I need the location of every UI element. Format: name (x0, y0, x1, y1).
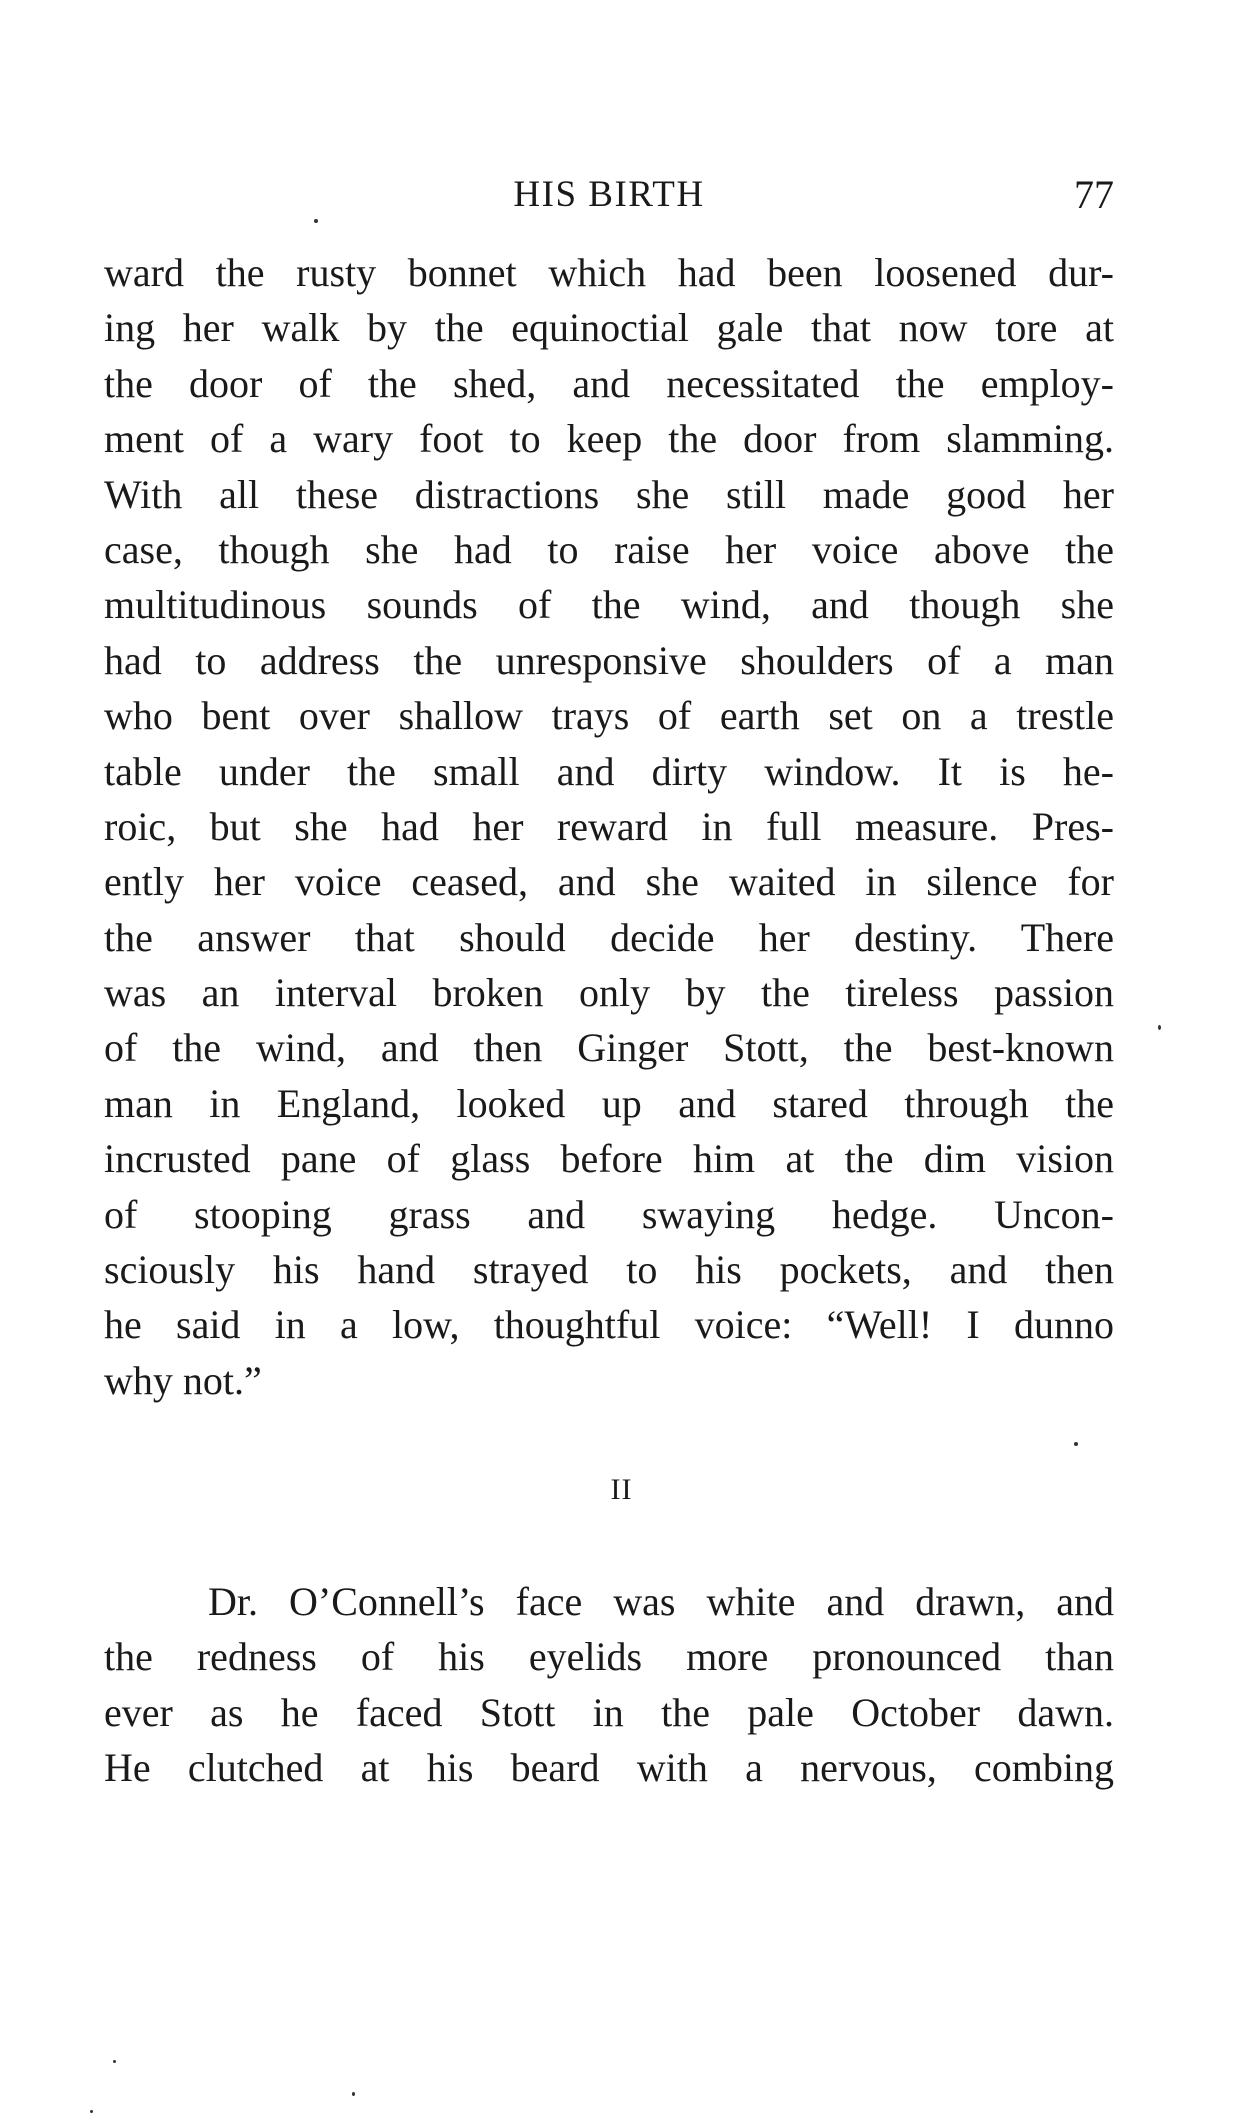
scan-speck (314, 219, 318, 223)
text-line: Dr. O’Connell’s face was white and drawn, and (208, 1579, 1114, 1624)
paragraph-2 (104, 1574, 1114, 1796)
page-header (104, 170, 1114, 220)
text-line: He clutched at his beard with a nervous, combing (104, 1745, 1114, 1791)
text-line: the door of the shed, and necessitated the employ- (104, 360, 1114, 406)
text-line: had to address the unresponsive shoulders of a man (104, 637, 1114, 683)
text-line: ment of a wary foot to keep the door from slamming. (104, 416, 1114, 462)
text-line: case, though she had to raise her voice above the (104, 526, 1114, 572)
running-head: HIS BIRTH (513, 174, 705, 215)
text-line: man in England, looked up and stared through the (104, 1080, 1114, 1126)
text-line: he said in a low, thoughtful voice: “Well! I dunno (104, 1302, 1114, 1348)
text-line: ever as he faced Stott in the pale October dawn. (104, 1689, 1114, 1735)
text-line: With all these distractions she still made good her (104, 471, 1114, 517)
scan-speck (90, 2110, 93, 2113)
scan-speck (1074, 1442, 1078, 1446)
section-number: II (610, 1473, 633, 1506)
text-line: the answer that should decide her destiny. There (104, 914, 1114, 960)
text-line: table under the small and dirty window. It is he- (104, 748, 1114, 794)
page-number: 77 (1074, 172, 1114, 217)
text-line: why not.” (104, 1357, 262, 1403)
text-line: sciously his hand strayed to his pockets, and then (104, 1247, 1114, 1293)
scan-speck (113, 2060, 116, 2063)
text-line: was an interval broken only by the tireless passion (104, 970, 1114, 1016)
text-line: ing her walk by the equinoctial gale that now tore at (104, 305, 1114, 351)
text-line: of stooping grass and swaying hedge. Uncon- (104, 1191, 1114, 1237)
scan-speck (1158, 1025, 1161, 1030)
text-line: incrusted pane of glass before him at the dim vision (104, 1136, 1114, 1182)
text-line: roic, but she had her reward in full measure. Pres- (104, 803, 1114, 849)
scan-speck (352, 2092, 355, 2096)
text-line: multitudinous sounds of the wind, and though she (104, 582, 1114, 628)
text-line: the redness of his eyelids more pronounced than (104, 1634, 1114, 1680)
text-line: who bent over shallow trays of earth set on a trestle (104, 693, 1114, 739)
paragraph-1 (104, 245, 1114, 1408)
text-line: ently her voice ceased, and she waited in silence for (104, 859, 1114, 905)
text-line: ward the rusty bonnet which had been loosened dur- (104, 250, 1114, 295)
text-line: of the wind, and then Ginger Stott, the best-known (104, 1025, 1114, 1071)
